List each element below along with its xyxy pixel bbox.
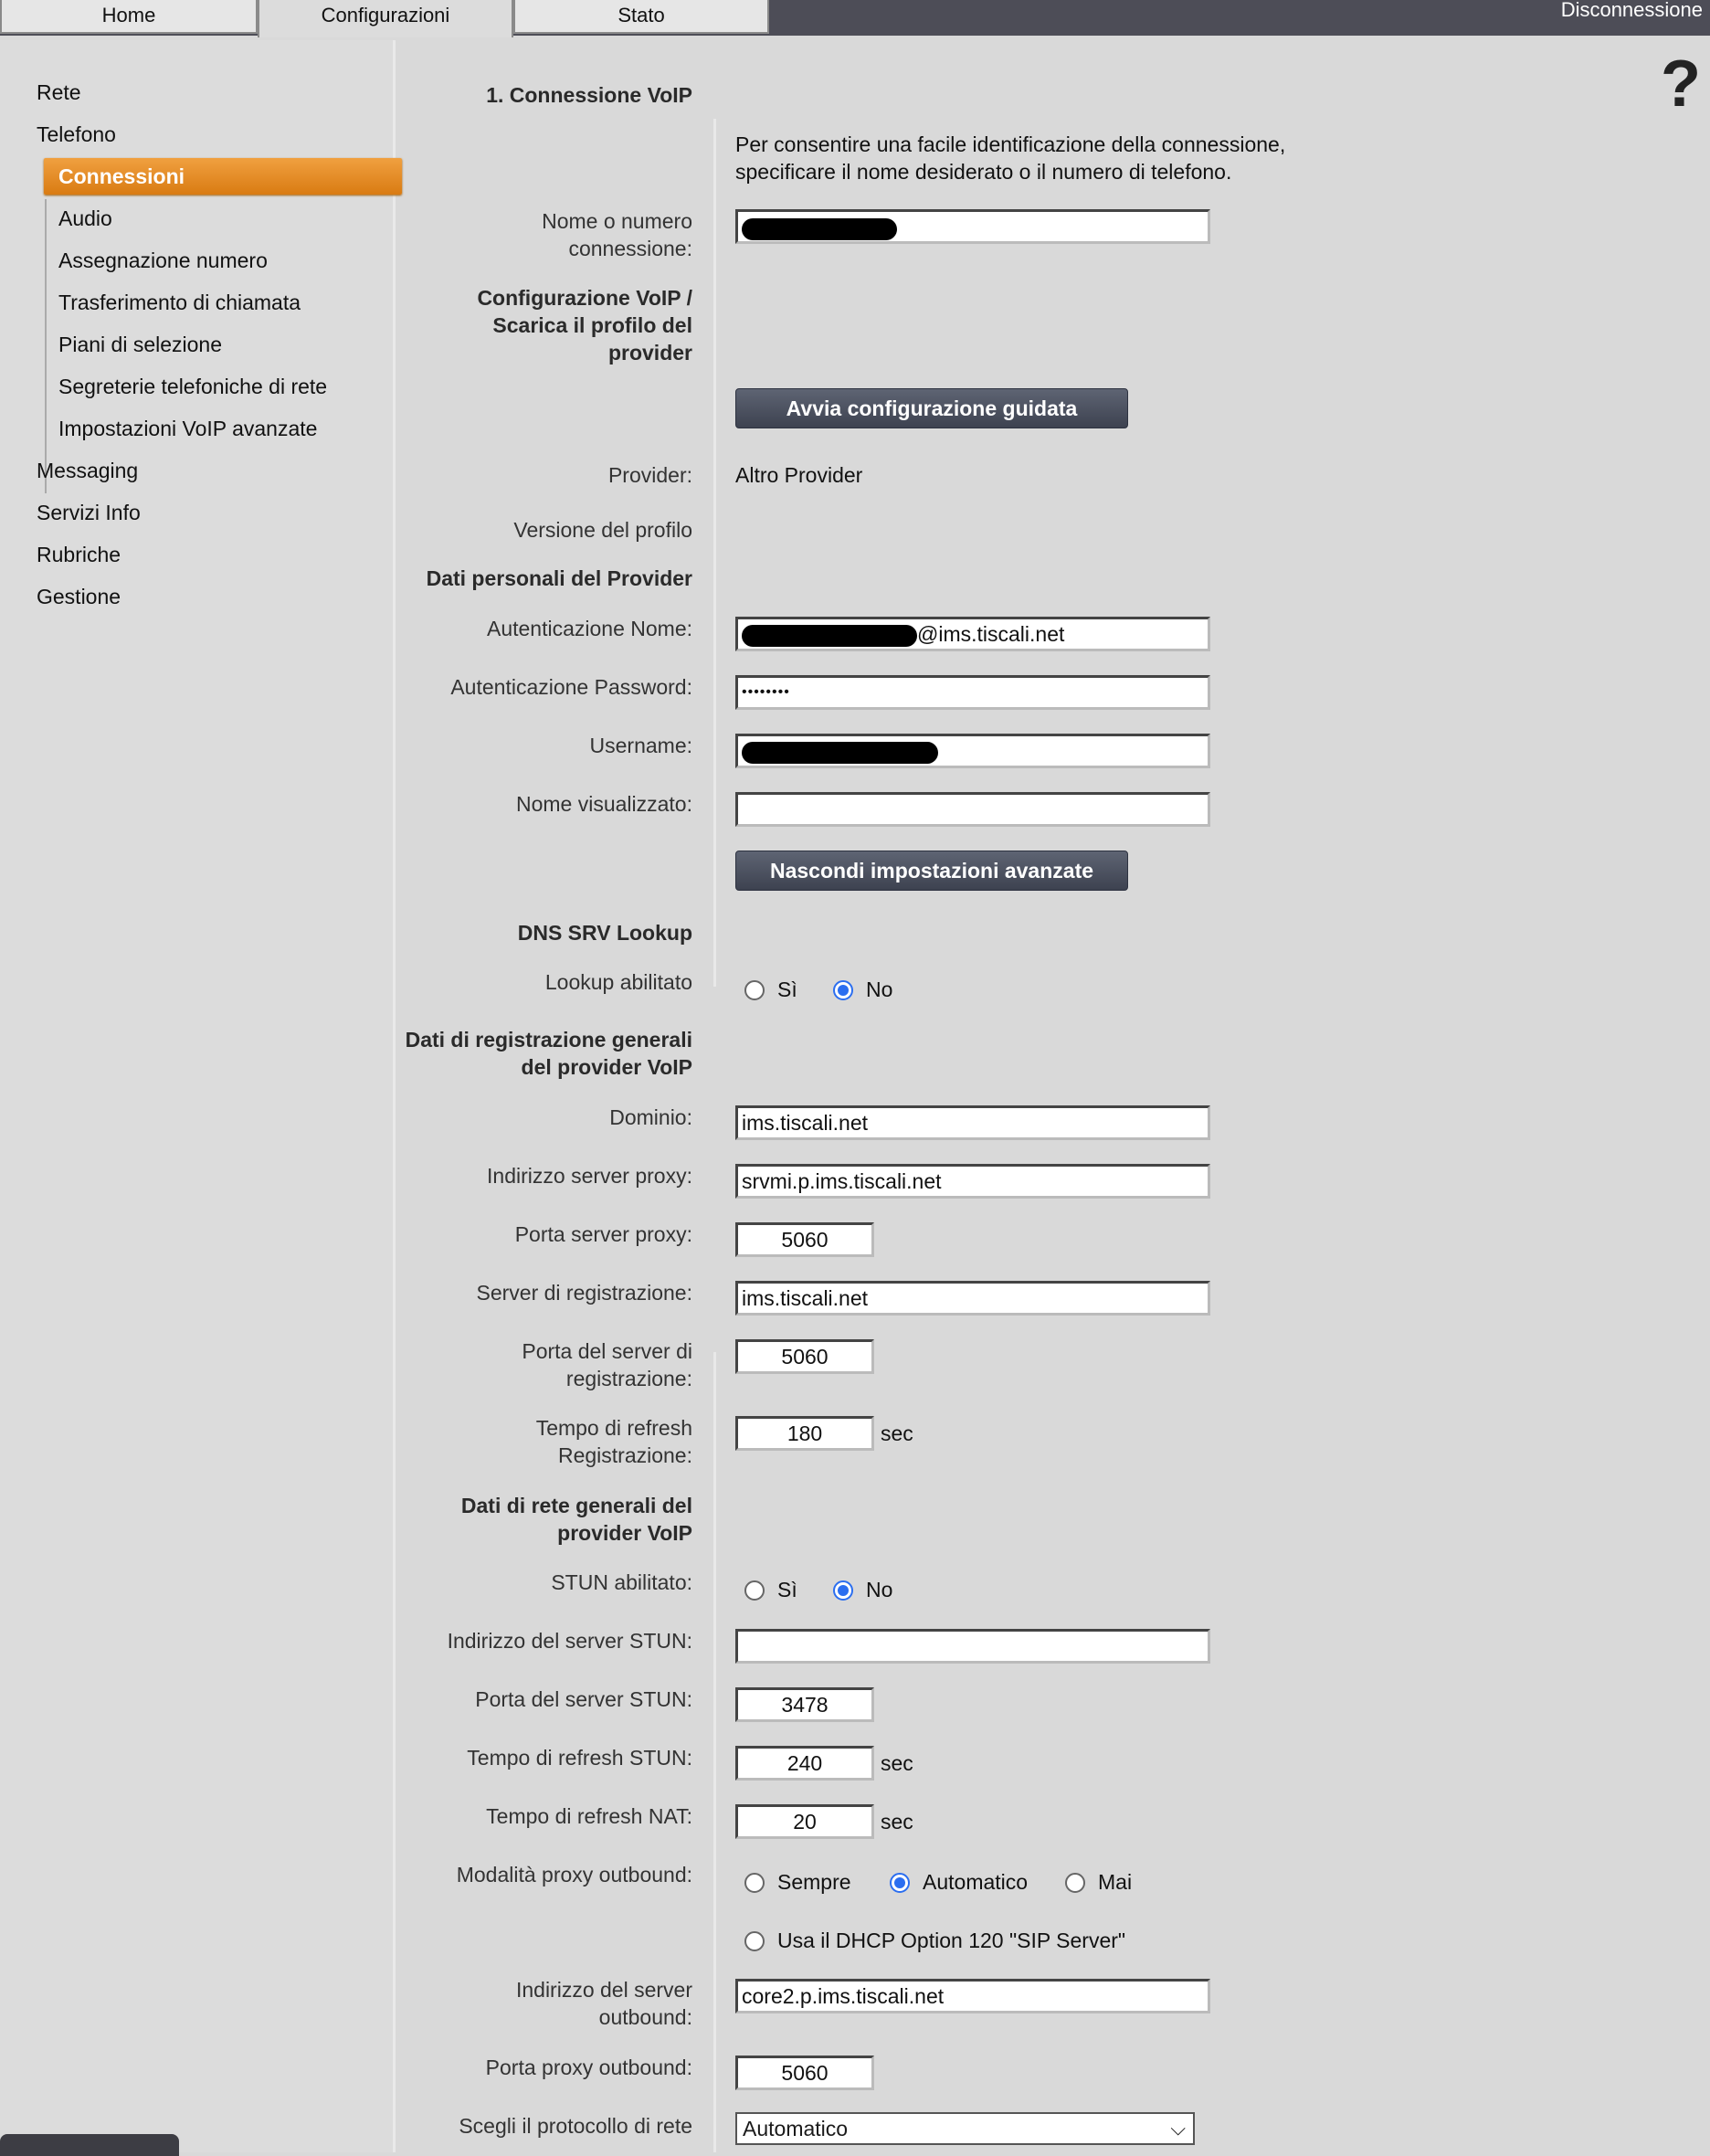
radio-icon <box>1065 1873 1085 1893</box>
display-name-input[interactable] <box>735 792 1210 827</box>
label-stun: STUN abilitato: <box>551 1570 692 1594</box>
label-dominio: Dominio: <box>609 1105 692 1129</box>
label-auth-nome: Autenticazione Nome: <box>486 617 692 640</box>
redacted-value <box>742 625 917 647</box>
stun-yes-radio[interactable]: Sì <box>744 1578 797 1602</box>
sidebar-item-connessioni[interactable]: Connessioni <box>44 158 402 195</box>
unit-sec: sec <box>881 1810 913 1834</box>
column-separator <box>713 119 716 987</box>
section-dns-srv: DNS SRV Lookup <box>517 921 692 945</box>
label-outbound-port: Porta proxy outbound: <box>485 2056 692 2079</box>
redacted-value <box>742 218 897 240</box>
label-outbound-mode: Modalità proxy outbound: <box>456 1863 692 1886</box>
outbound-always-radio[interactable]: Sempre <box>744 1870 851 1895</box>
sidebar-item-telefono[interactable]: Telefono <box>37 122 116 146</box>
proxy-port-input[interactable]: 5060 <box>735 1222 874 1257</box>
label-username: Username: <box>589 734 692 757</box>
radio-icon <box>744 1931 765 1951</box>
start-wizard-button[interactable]: Avvia configurazione guidata <box>735 388 1128 428</box>
logout-link[interactable]: Disconnessione <box>1560 0 1703 21</box>
radio-selected-icon <box>890 1873 910 1893</box>
tab-stato[interactable]: Stato <box>513 0 769 34</box>
label-outbound-address: Indirizzo del server outbound: <box>515 1978 692 2029</box>
radio-selected-icon <box>833 980 853 1000</box>
nat-refresh-input[interactable]: 20 <box>735 1804 874 1839</box>
sidebar-item-gestione[interactable]: Gestione <box>37 585 121 608</box>
label-proxy-port: Porta server proxy: <box>514 1222 692 1246</box>
label-auth-password: Autenticazione Password: <box>450 675 692 699</box>
label-config-voip: Configurazione VoIP / Scarica il profilo del provider <box>477 286 692 365</box>
provider-value: Altro Provider <box>735 463 863 487</box>
sidebar <box>0 40 396 2152</box>
unit-sec: sec <box>881 1421 913 1445</box>
label-proxy: Indirizzo server proxy: <box>487 1164 692 1188</box>
bottom-tab <box>0 2134 179 2156</box>
sidebar-item-rubriche[interactable]: Rubriche <box>37 543 121 566</box>
registration-refresh-input[interactable]: 180 <box>735 1416 874 1451</box>
unit-sec: sec <box>881 1751 913 1775</box>
outbound-auto-radio[interactable]: Automatico <box>890 1870 1028 1895</box>
sidebar-item-servizi-info[interactable]: Servizi Info <box>37 501 141 524</box>
registration-server-input[interactable]: ims.tiscali.net <box>735 1281 1210 1316</box>
stun-server-input[interactable] <box>735 1629 1210 1664</box>
section-registrazione: Dati di registrazione generali del provider VoIP <box>405 1028 692 1079</box>
registration-port-input[interactable]: 5060 <box>735 1339 874 1374</box>
auth-name-input[interactable] <box>735 617 1210 651</box>
label-reg-server: Server di registrazione: <box>476 1281 692 1305</box>
label-provider: Provider: <box>607 463 692 487</box>
sidebar-item-messaging[interactable]: Messaging <box>37 459 139 482</box>
stun-no-radio[interactable]: No <box>833 1578 892 1602</box>
radio-icon <box>744 1873 765 1893</box>
label-display-name: Nome visualizzato: <box>515 792 692 816</box>
hide-advanced-button[interactable]: Nascondi impostazioni avanzate <box>735 851 1128 891</box>
sidebar-item-trasferimento[interactable]: Trasferimento di chiamata <box>58 291 301 314</box>
sidebar-item-assegnazione-numero[interactable]: Assegnazione numero <box>58 248 268 272</box>
label-stun-refresh: Tempo di refresh STUN: <box>467 1746 692 1770</box>
section-title: 1. Connessione VoIP <box>486 83 692 107</box>
radio-icon <box>744 1580 765 1601</box>
proxy-server-input[interactable]: srvmi.p.ims.tiscali.net <box>735 1164 1210 1199</box>
lookup-yes-radio[interactable]: Sì <box>744 978 797 1002</box>
outbound-server-input[interactable]: core2.p.ims.tiscali.net <box>735 1979 1210 2013</box>
help-icon[interactable]: ? <box>1661 48 1701 121</box>
username-input[interactable] <box>735 734 1210 768</box>
sidebar-item-rete[interactable]: Rete <box>37 80 81 104</box>
label-nome-connessione: Nome o numero connessione: <box>542 209 692 260</box>
sidebar-item-voip-avanzate[interactable]: Impostazioni VoIP avanzate <box>58 417 318 440</box>
domain-input[interactable]: ims.tiscali.net <box>735 1105 1210 1140</box>
intro-text: Per consentire una facile identificazione della connessione, specificare il nome desiderato o il numero di telefono. <box>735 132 1286 184</box>
tab-home[interactable]: Home <box>0 0 258 34</box>
auth-name-domain: @ims.tiscali.net <box>917 622 1065 646</box>
label-refresh: Tempo di refresh Registrazione: <box>535 1416 692 1467</box>
label-lookup: Lookup abilitato <box>544 970 692 994</box>
tab-configurazioni[interactable]: Configurazioni <box>258 0 513 37</box>
redacted-value <box>742 742 938 764</box>
sidebar-item-piani-selezione[interactable]: Piani di selezione <box>58 333 223 356</box>
label-stun-address: Indirizzo del server STUN: <box>447 1629 692 1653</box>
outbound-never-radio[interactable]: Mai <box>1065 1870 1132 1895</box>
outbound-port-input[interactable]: 5060 <box>735 2056 874 2090</box>
lookup-no-radio[interactable]: No <box>833 978 892 1002</box>
chevron-down-icon: ⌵ <box>1170 2117 1186 2140</box>
stun-refresh-input[interactable]: 240 <box>735 1746 874 1781</box>
stun-port-input[interactable]: 3478 <box>735 1687 874 1722</box>
sidebar-item-segreterie[interactable]: Segreterie telefoniche di rete <box>58 375 328 398</box>
auth-password-input[interactable]: •••••••• <box>735 675 1210 710</box>
label-reg-port: Porta del server di registrazione: <box>522 1339 692 1390</box>
connection-name-input[interactable] <box>735 209 1210 244</box>
radio-selected-icon <box>833 1580 853 1601</box>
label-versione-profilo: Versione del profilo <box>513 518 692 542</box>
section-dati-personali: Dati personali del Provider <box>426 566 692 590</box>
label-protocol: Scegli il protocollo di rete <box>459 2114 692 2138</box>
subnav-divider <box>45 199 47 493</box>
sidebar-item-audio[interactable]: Audio <box>58 206 112 230</box>
label-nat-refresh: Tempo di refresh NAT: <box>486 1804 692 1828</box>
column-separator <box>713 1352 716 2152</box>
protocol-select[interactable] <box>735 2112 1195 2145</box>
label-stun-port: Porta del server STUN: <box>475 1687 692 1711</box>
section-rete: Dati di rete generali del provider VoIP <box>460 1494 692 1545</box>
protocol-selected-value: Automatico <box>743 2117 849 2140</box>
outbound-dhcp-radio[interactable]: Usa il DHCP Option 120 "SIP Server" <box>744 1929 1125 1953</box>
radio-icon <box>744 980 765 1000</box>
